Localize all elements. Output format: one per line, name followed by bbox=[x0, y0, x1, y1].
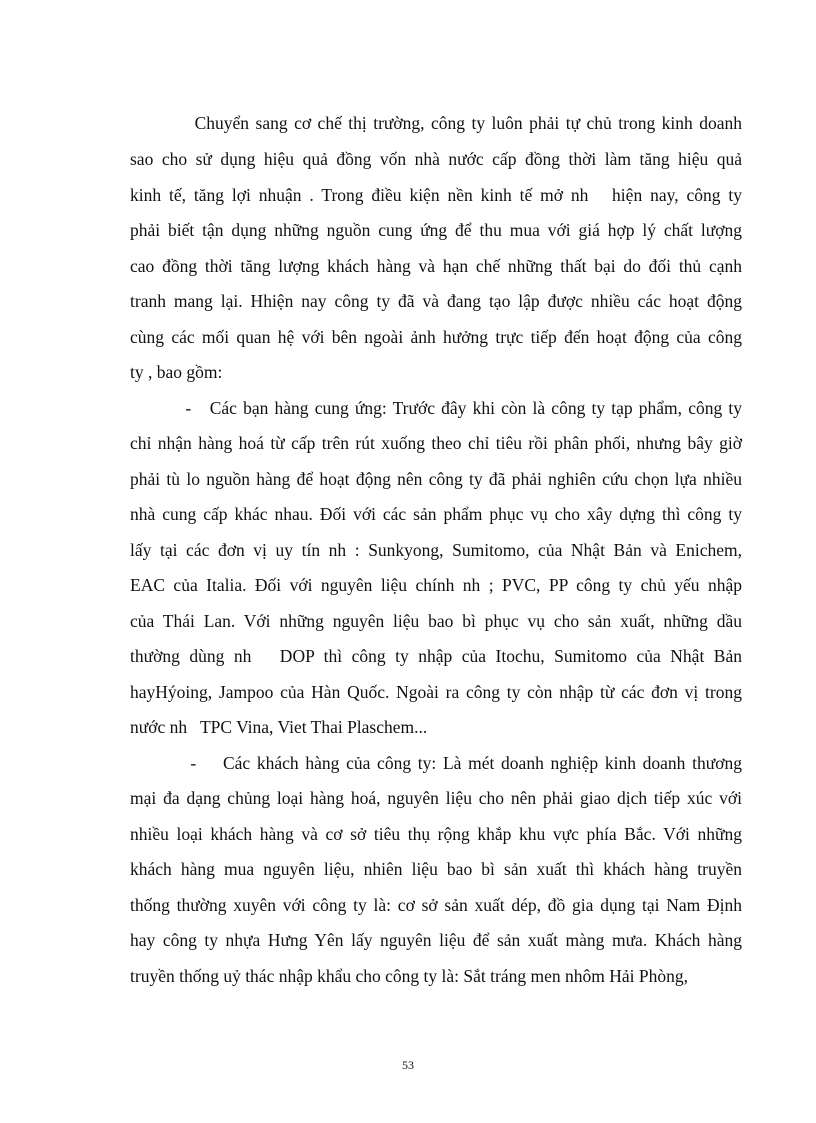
page-number: 53 bbox=[402, 1058, 414, 1072]
text-line: lấy tại các đơn vị uy tín nh : Sunkyong, Sumitomo, của Nhật Bản và Enichem, bbox=[130, 540, 742, 560]
text-line: sao cho sử dụng hiệu quả đồng vốn nhà nước cấp đồng thời làm tăng hiệu quả bbox=[130, 149, 742, 169]
text-line: cùng các mối quan hệ với bên ngoài ảnh hưởng trực tiếp đến hoạt động của công bbox=[130, 327, 742, 347]
text-line: nhiều loại khách hàng và cơ sở tiêu thụ rộng khắp khu vực phía Bắc. Với những bbox=[130, 824, 742, 844]
text-line: thống thường xuyên với công ty là: cơ sở sản xuất dép, đồ gia dụng tại Nam Định bbox=[130, 895, 742, 915]
text-line: - Các bạn hàng cung ứng: Trước đây khi còn là công ty tạp phẩm, công ty bbox=[130, 398, 742, 418]
text-line: nước nh TPC Vina, Viet Thai Plaschem... bbox=[130, 717, 428, 737]
text-line: chỉ nhận hàng hoá từ cấp trên rút xuống theo chỉ tiêu rồi phân phối, nhưng bây giờ bbox=[130, 433, 742, 453]
text-line: của Thái Lan. Với những nguyên liệu bao bì phục vụ cho sản xuất, những dầu bbox=[130, 611, 742, 631]
text-line: phải biết tận dụng những nguồn cung ứng để thu mua với giá hợp lý chất lượng bbox=[130, 220, 742, 240]
text-line: cao đồng thời tăng lượng khách hàng và hạn chế những thất bại do đối thủ cạnh bbox=[130, 256, 742, 276]
text-line: phải tù lo nguồn hàng để hoạt động nên công ty đã phải nghiên cứu chọn lựa nhiều bbox=[130, 469, 742, 489]
text-line: ty , bao gồm: bbox=[130, 362, 223, 382]
text-line: mại đa dạng chủng loại hàng hoá, nguyên liệu cho nên phải giao dịch tiếp xúc với bbox=[130, 788, 742, 808]
text-line: hayHýoing, Jampoo của Hàn Quốc. Ngoài ra công ty còn nhập từ các đơn vị trong bbox=[130, 682, 742, 702]
text-line: tranh mang lại. Hhiện nay công ty đã và đang tạo lập được nhiều các hoạt động bbox=[130, 291, 742, 311]
text-line: thường dùng nh DOP thì công ty nhập của Itochu, Sumitomo của Nhật Bản bbox=[130, 646, 742, 666]
text-line: Chuyển sang cơ chế thị trường, công ty luôn phải tự chủ trong kinh doanh bbox=[130, 113, 742, 133]
text-line: hay công ty nhựa Hưng Yên lấy nguyên liệu để sản xuất màng mưa. Khách hàng bbox=[130, 930, 742, 950]
text-line: nhà cung cấp khác nhau. Đối với các sản phẩm phục vụ cho xây dựng thì công ty bbox=[130, 504, 742, 524]
text-line: EAC của Italia. Đối với nguyên liệu chính nh ; PVC, PP công ty chủ yếu nhập bbox=[130, 575, 742, 595]
text-line: kinh tế, tăng lợi nhuận . Trong điều kiện nền kinh tế mở nh hiện nay, công ty bbox=[130, 185, 742, 205]
text-line: truyền thống uỷ thác nhập khẩu cho công ty là: Sắt tráng men nhôm Hải Phòng, bbox=[130, 966, 688, 986]
text-line: - Các khách hàng của công ty: Là mét doanh nghiệp kinh doanh thương bbox=[130, 753, 742, 773]
text-line: khách hàng mua nguyên liệu, nhiên liệu bao bì sản xuất thì khách hàng truyền bbox=[130, 859, 742, 879]
